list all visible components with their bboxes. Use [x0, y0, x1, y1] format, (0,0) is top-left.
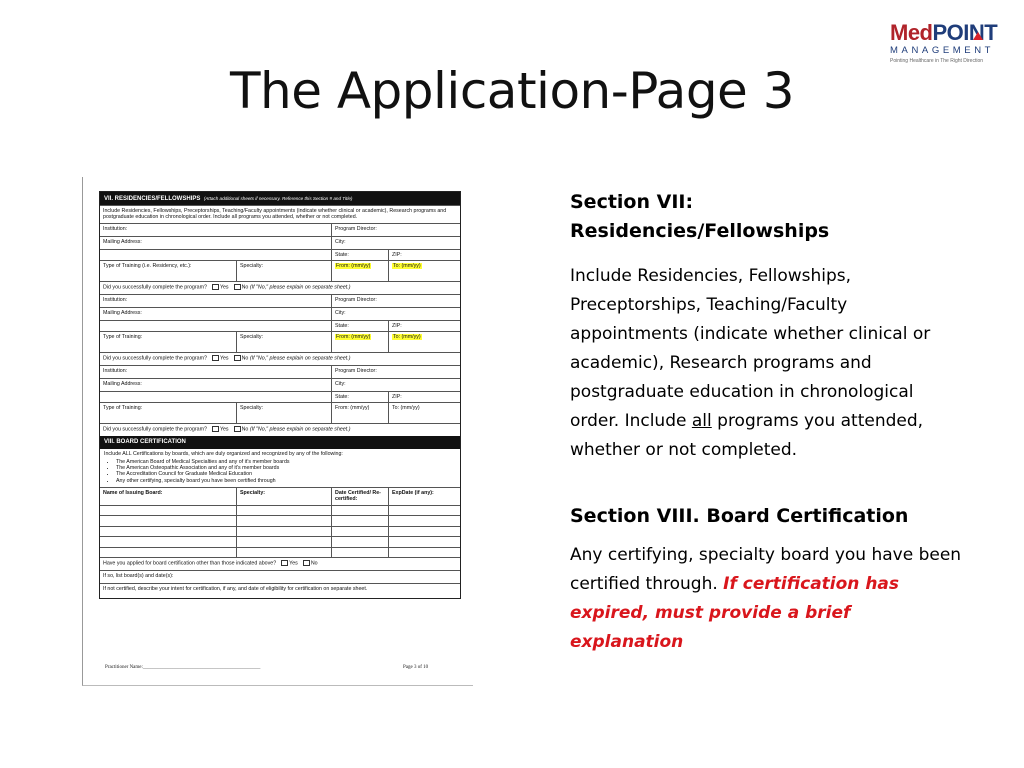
section-7-intro: Include Residencies, Fellowships, Preceptorships, Teaching/Faculty appointments (indicate whether clinical or academic), Research programs and postgraduate education in chronological order. Include all programs you attended, whether or not completed. [100, 205, 460, 223]
practitioner-name-line: Practitioner Name:_______________________________________________ [105, 665, 261, 670]
section-7-title: Section VII: Residencies/Fellowships [570, 191, 830, 242]
checkbox-icon [234, 426, 241, 432]
checkbox-icon [212, 426, 219, 432]
form-row: If not certified, describe your intent for certification, if any, and date of eligibility for certification on separate sheet. [100, 583, 460, 598]
form-row: Type of Training: Specialty: From: (mm/yy) To: (mm/yy) [100, 402, 460, 423]
list-item: • Any other certifying, specialty board you have been certified through [116, 478, 456, 484]
list-item: • The American Board of Medical Specialties and any of it's member boards [116, 459, 456, 465]
expired-warning: If certification has expired, must provide a brief explanation [570, 574, 900, 652]
checkbox-icon [281, 560, 288, 566]
logo-med-text: Med [890, 20, 933, 45]
form-row: State: ZIP: [100, 249, 460, 260]
table-row [100, 536, 460, 547]
logo-tagline: Pointing Healthcare in The Right Direction [890, 58, 984, 64]
board-list [116, 459, 456, 484]
checkbox-icon [212, 355, 219, 361]
form-row: Type of Training (i.e. Residency, etc.): Specialty: From: (mm/yy) To: (mm/yy) [100, 260, 460, 281]
logo-point-text: POINT [932, 20, 998, 45]
form-row: Type of Training: Specialty: From: (mm/yy) To: (mm/yy) [100, 331, 460, 352]
table-row [100, 515, 460, 526]
form-row: If so, list board(s) and date(s): [100, 570, 460, 583]
form-row: Institution: Program Director: [100, 365, 460, 378]
board-table-header: Name of Issuing Board: Specialty: Date Certified/ Re-certified: ExpDate (if any): [100, 487, 460, 505]
logo-management-text: MANAGEMENT [890, 45, 995, 56]
section-8-title: Section VIII. Board Certification [570, 505, 909, 527]
checkbox-icon [234, 284, 241, 290]
application-page-image [82, 177, 473, 686]
form-row: Mailing Address: City: [100, 236, 460, 249]
application-form [99, 191, 461, 599]
checkbox-icon [234, 355, 241, 361]
form-row: State: ZIP: [100, 391, 460, 402]
section-8-header: VIII. BOARD CERTIFICATION [100, 436, 460, 449]
table-row [100, 505, 460, 516]
section-8-intro: Include ALL Certifications by boards, which are duly organized and recognized by any of the following: • The American Board of Medical Specialties and any of it's member boards • The American Osteopathic Association and any of it's member boards • The Accreditation Council for Graduate Medical Education • Any other certifying, specialty board you have been certified through [100, 449, 460, 486]
form-row: Did you successfully complete the program? Yes No (If "No," please explain on separate sheet.) [100, 352, 460, 365]
medpoint-logo [890, 22, 1010, 64]
form-row: State: ZIP: [100, 320, 460, 331]
section-7-description: Include Residencies, Fellowships, Preceptorships, Teaching/Faculty appointments (indicate whether clinical or academic), Research programs and postgraduate education in chronological order. Include all programs you attended, whether or not completed. [570, 266, 931, 460]
section-8-description: Any certifying, specialty board you have been certified through. If certification has expired, must provide a brief explanation [570, 545, 962, 652]
slide-title: The Application-Page 3 [229, 62, 795, 120]
list-item: • The American Osteopathic Association and any of it's member boards [116, 465, 456, 471]
section-7-header: VII. RESIDENCIES/FELLOWSHIPS (Attach additional sheets if necessary. Reference this Section # and Title) [100, 192, 460, 205]
table-row [100, 526, 460, 537]
form-row: Did you successfully complete the program? Yes No (If "No," please explain on separate sheet.) [100, 423, 460, 436]
form-row: Have you applied for board certification other than those indicated above? Yes No [100, 557, 460, 570]
logo-pointer-icon [973, 32, 983, 40]
page-number: Page 3 of 10 [403, 665, 429, 670]
form-row: Mailing Address: City: [100, 307, 460, 320]
checkbox-icon [212, 284, 219, 290]
form-row: Mailing Address: City: [100, 378, 460, 391]
table-row [100, 547, 460, 558]
form-row: Institution: Program Director: [100, 294, 460, 307]
form-row: Did you successfully complete the program? Yes No (If "No," please explain on separate sheet.) [100, 281, 460, 294]
form-row: Institution: Program Director: [100, 223, 460, 236]
checkbox-icon [303, 560, 310, 566]
list-item: • The Accreditation Council for Graduate Medical Education [116, 471, 456, 477]
